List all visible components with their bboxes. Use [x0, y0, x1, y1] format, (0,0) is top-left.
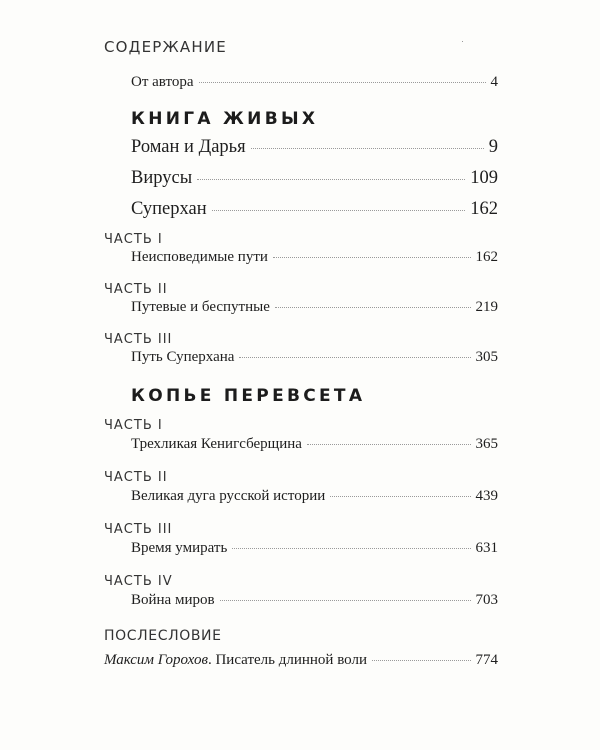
entry-title: Трехликая Кенигсберщина — [131, 436, 302, 452]
dot-leader — [273, 257, 471, 258]
entry-page-number: 4 — [490, 74, 498, 90]
entry-page-number: 631 — [475, 540, 498, 556]
dot-leader — [275, 307, 471, 308]
dot-leader — [220, 600, 471, 601]
entry-title: Неисповедимые пути — [131, 249, 268, 265]
entry-title: Путевые и беспутные — [131, 299, 270, 315]
part-label: ЧАСТЬ III — [104, 522, 173, 537]
part-label: ЧАСТЬ II — [104, 470, 168, 485]
afterword-title: . Писатель длинной воли — [207, 652, 367, 668]
toc-entry-virusy[interactable] — [131, 168, 498, 189]
part-label: ЧАСТЬ I — [104, 232, 163, 247]
dot-leader — [330, 496, 470, 497]
entry-title: Роман и Дарья — [131, 137, 246, 157]
afterword-label: ПОСЛЕСЛОВИЕ — [104, 628, 222, 644]
toc-entry-part[interactable] — [131, 436, 498, 453]
toc-heading: СОДЕРЖАНИЕ — [104, 38, 227, 56]
toc-entry-superkhan[interactable] — [131, 199, 498, 220]
toc-entry-part[interactable] — [131, 592, 498, 609]
entry-title: От автора — [131, 74, 194, 90]
toc-entry-part[interactable] — [131, 249, 498, 266]
dot-leader — [372, 660, 471, 661]
toc-entry-part[interactable] — [131, 349, 498, 366]
entry-page-number: 703 — [475, 592, 498, 608]
part-label: ЧАСТЬ III — [104, 332, 173, 347]
entry-page-number: 109 — [470, 168, 498, 188]
dot-leader — [307, 444, 471, 445]
book1-title: КНИГА ЖИВЫХ — [131, 109, 319, 129]
dot-leader — [232, 548, 470, 549]
entry-page-number: 774 — [475, 652, 498, 668]
dot-leader — [212, 210, 466, 211]
entry-page-number: 219 — [475, 299, 498, 315]
part-label: ЧАСТЬ II — [104, 282, 168, 297]
entry-page-number: 9 — [488, 137, 498, 157]
toc-entry-afterword[interactable] — [104, 652, 498, 669]
entry-title — [104, 652, 367, 669]
paper-speck — [462, 41, 463, 42]
part-label: ЧАСТЬ IV — [104, 574, 173, 589]
entry-title: Путь Суперхана — [131, 349, 235, 365]
entry-title: Суперхан — [131, 199, 207, 219]
entry-page-number: 162 — [470, 199, 498, 219]
entry-page-number: 439 — [475, 488, 498, 504]
toc-entry-part[interactable] — [131, 299, 498, 316]
entry-page-number: 365 — [475, 436, 498, 452]
entry-title: Вирусы — [131, 168, 193, 188]
toc-entry-intro[interactable] — [131, 74, 498, 91]
dot-leader — [199, 82, 486, 83]
entry-title: Время умирать — [131, 540, 228, 556]
dot-leader — [251, 148, 484, 149]
dot-leader — [239, 357, 470, 358]
entry-title: Война миров — [131, 592, 215, 608]
dot-leader — [197, 179, 465, 180]
toc-entry-part[interactable] — [131, 488, 498, 505]
afterword-author: Максим Горохов — [104, 652, 208, 668]
toc-entry-part[interactable] — [131, 540, 498, 557]
toc-entry-roman-i-darya[interactable] — [131, 137, 498, 158]
part-label: ЧАСТЬ I — [104, 418, 163, 433]
entry-page-number: 305 — [475, 349, 498, 365]
entry-page-number: 162 — [475, 249, 498, 265]
entry-title: Великая дуга русской истории — [131, 488, 326, 504]
book2-title: КОПЬЕ ПЕРЕВСЕТА — [131, 386, 366, 406]
